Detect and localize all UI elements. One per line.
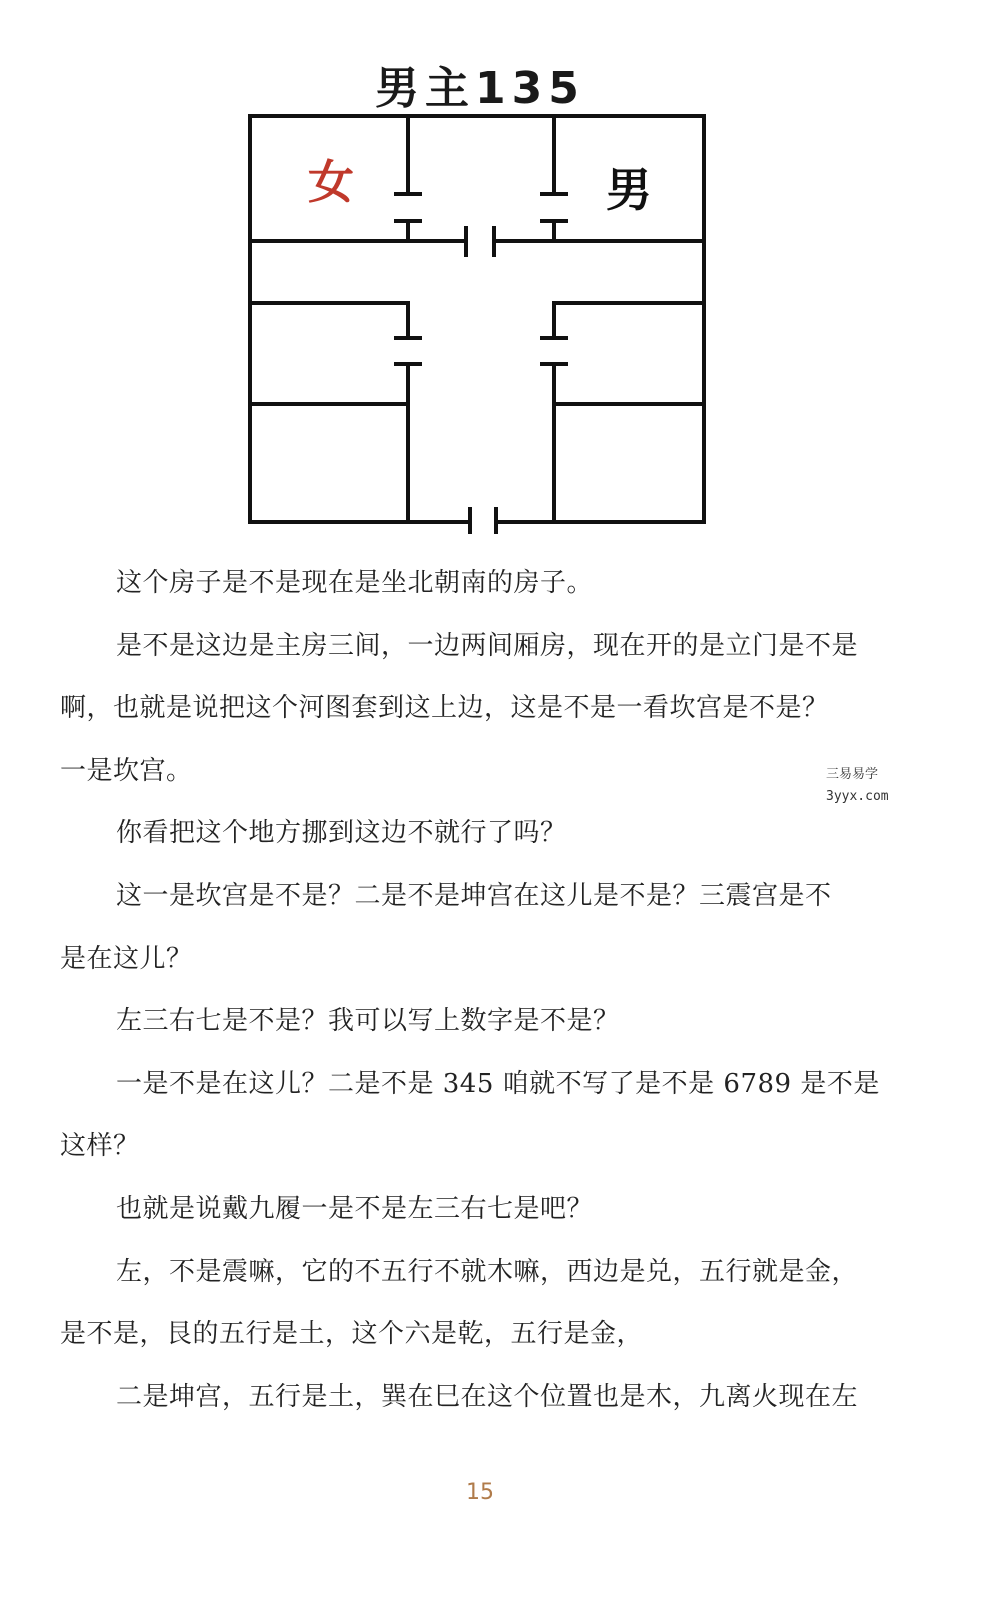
text-line: 左，不是震嘛，它的不五行不就木嘛，西边是兑，五行就是金， — [116, 1256, 859, 1287]
text-line: 一是不是在这儿？二是不是 345 咱就不写了是不是 6789 是不是 — [116, 1068, 880, 1099]
page-number: 15 — [466, 1480, 494, 1505]
watermark-url: 3yyx.com — [826, 789, 889, 804]
watermark — [826, 764, 889, 808]
floor-plan-diagram — [0, 0, 1004, 560]
watermark-line: 三易易学 — [826, 767, 879, 782]
text-line: 一是坎宫。 — [60, 755, 193, 786]
entrance-gap — [472, 518, 494, 526]
text-line: 这一是坎宫是不是？二是不是坤宫在这儿是不是？三震宫是不 — [116, 880, 832, 911]
body-text — [60, 552, 900, 1428]
text-line: 是不是这边是主房三间，一边两间厢房，现在开的是立门是不是 — [116, 630, 859, 661]
text-line: 是不是，艮的五行是土，这个六是乾，五行是金， — [60, 1319, 644, 1350]
text-line: 啊，也就是说把这个河图套到这上边，这是不是一看坎宫是不是？ — [60, 693, 829, 724]
text-line: 你看把这个地方挪到这边不就行了吗？ — [116, 818, 567, 849]
text-line: 二是坤宫，五行是土，巽在巳在这个位置也是木，九离火现在左 — [116, 1381, 859, 1412]
text-line: 这样？ — [60, 1131, 140, 1162]
female-room-label: 女 — [308, 155, 354, 209]
text-line: 是在这儿？ — [60, 943, 193, 974]
text-line: 左三右七是不是？我可以写上数字是不是？ — [116, 1006, 620, 1037]
text-line: 这个房子是不是现在是坐北朝南的房子。 — [116, 568, 594, 598]
male-room-label: 男 — [606, 163, 652, 217]
diagram-title: 男主135 — [375, 63, 585, 114]
text-line: 也就是说戴九履一是不是左三右七是吧？ — [116, 1193, 594, 1224]
